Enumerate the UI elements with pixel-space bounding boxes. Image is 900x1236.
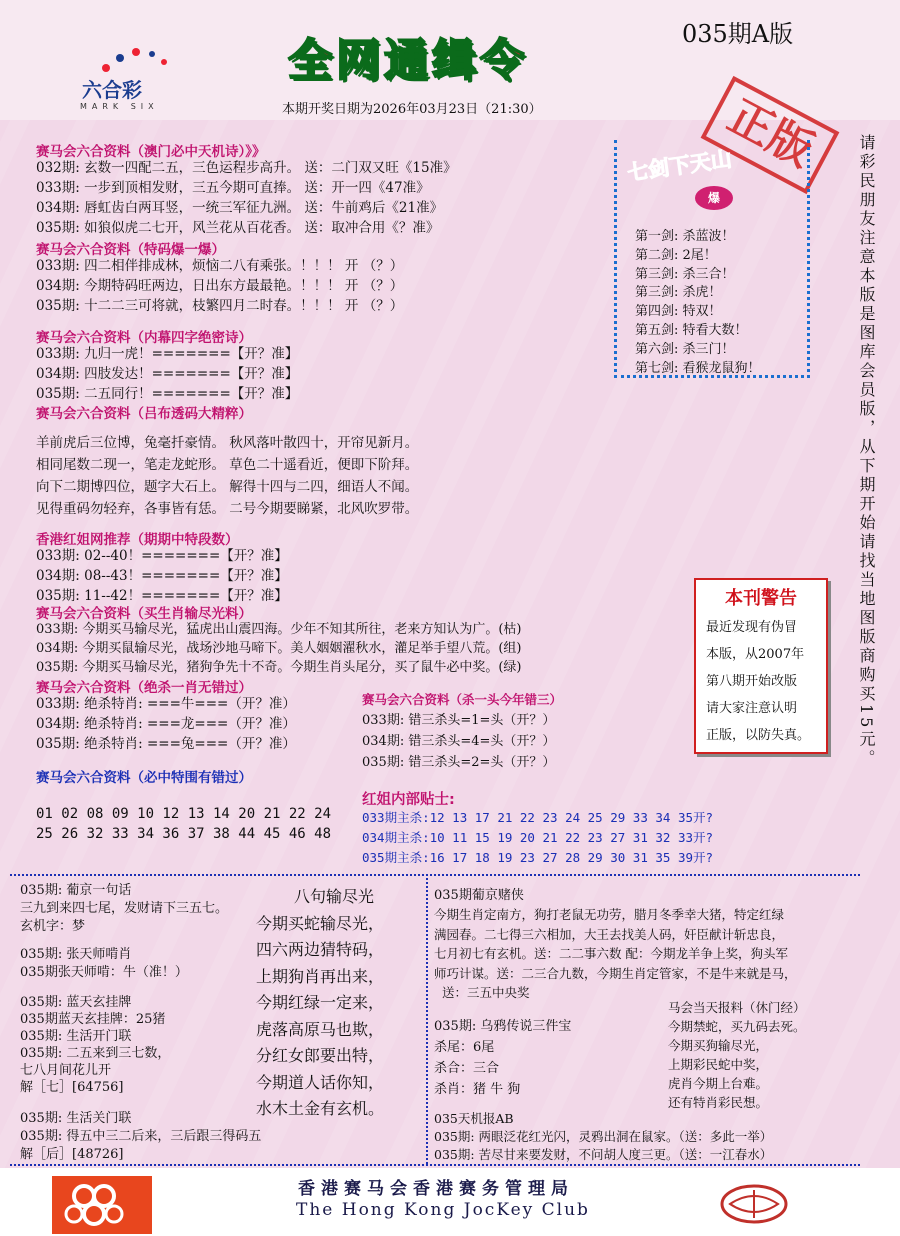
bottom-right-block4	[434, 1110, 772, 1164]
warning-line: 最近发现有伪冒	[706, 620, 798, 635]
sec6-line: 035期: 今期买马输尽光，猪狗争先十不奇。今期生肖头尾分，买了鼠牛必中奖。(绿)	[36, 660, 522, 675]
sec8-list	[362, 710, 555, 773]
warning-title: 本刊警告	[725, 588, 797, 609]
br3-line: 虎肖今期上台难。	[668, 1076, 769, 1091]
br1-title: 035期葡京赌侠	[434, 888, 524, 903]
sec6-list	[36, 620, 521, 677]
sec3-line: 035期: 二五同行！=======【开？准】	[36, 386, 299, 402]
sword-line: 第六剑: 杀三门！	[635, 341, 735, 357]
sec8-line: 035期: 错三杀头=2=头（开？）	[362, 755, 556, 770]
bottom-left-block2	[20, 946, 188, 982]
sec2-line: 033期: 四二相伴排成林，烦恼二八有乘张。！！！ 开 （？）	[36, 258, 404, 274]
sec9-row: 25 26 32 33 34 36 37 38 44 45 46 48	[36, 826, 332, 842]
poem-line: 水木土金有玄机。	[256, 1099, 385, 1118]
sec1-line: 032期: 玄数一四配二五，三色运程步高升。 送：二门双又旺《15准》	[36, 160, 457, 176]
seven-swords-box	[614, 140, 810, 378]
sec5-line: 034期: 08--43！=======【开？准】	[36, 568, 288, 584]
poem-block	[256, 884, 384, 1123]
side-notice: 请彩民朋友注意本版是图库会员版，从下期开始请找当地图版商购买15元。	[857, 134, 876, 769]
burst-badge	[695, 186, 733, 210]
poem-line: 今期买蛇输尽光，	[256, 913, 385, 933]
sec3-line: 034期: 四肢发达！=======【开？准】	[36, 366, 299, 382]
bottom-left-block3	[20, 994, 170, 1096]
bottom-right-block3	[668, 998, 806, 1112]
sword-line: 第三剑: 杀三合！	[635, 266, 735, 282]
br4-line: 035期: 苦尽甘来要发财，不问胡人度三更。（送：一江春水）	[434, 1147, 773, 1162]
sword-line: 第七剑: 看猴龙鼠狗！	[635, 360, 761, 376]
sword-line: 第四剑: 特双！	[635, 304, 722, 320]
footer	[0, 1168, 900, 1236]
bottom-mid-divider	[426, 878, 428, 1164]
bl2-line: 035期张天师啃：牛（准！）	[20, 965, 188, 980]
footer-en: The Hong Kong JocKey Club	[296, 1200, 590, 1220]
sec10-line: 033期主杀:12 13 17 21 22 23 24 25 29 33 34 35开?	[362, 810, 714, 825]
sec4-line: 向下二期博四位，题字大石上。 解得十四与二四，细语人不闻。	[36, 479, 419, 495]
sec10-list	[362, 808, 713, 868]
sec9-row: 01 02 08 09 10 12 13 14 20 21 22 24	[36, 806, 332, 822]
bl1-line: 035期: 葡京一句话	[20, 883, 132, 898]
sec3-title: 赛马会六合资料（内幕四字绝密诗）	[36, 330, 252, 346]
sec1-line: 034期: 唇虹齿白两耳竖，一统三军征九洲。 送：牛前鸡后《21准》	[36, 200, 444, 216]
mark-six-logo	[74, 44, 194, 116]
sec8-line: 033期: 错三杀头=1=头（开？）	[362, 713, 556, 728]
br3-line: 还有特肖彩民想。	[668, 1095, 769, 1110]
bottom-left-block1	[20, 882, 228, 936]
br4-line: 035期: 两眼泛花红光闪，灵鸦出洞在鼠家。（送：多此一举）	[434, 1129, 773, 1144]
sec7-line: 033期: 绝杀特肖: ===牛===（开？准）	[36, 696, 296, 712]
poem-title: 八句输尽光	[294, 887, 375, 906]
footer-cn: 香港赛马会香港赛务管理局	[298, 1179, 574, 1199]
burst-badge-text: 爆	[707, 191, 720, 205]
draw-date: 本期开奖日期为2026年03月23日（21:30）	[282, 102, 542, 117]
issue-label: 035期A版	[682, 20, 794, 48]
br3-title: 马会当天报料（休门经）	[668, 1000, 806, 1015]
page-title: 全网通缉令	[288, 35, 528, 86]
poem-line: 分红女郎要出特，	[256, 1046, 385, 1065]
br2-line: 杀肖：猪 牛 狗	[434, 1082, 521, 1097]
br1-line: 师巧计谋。送：二三合九数，今期生肖定管家，不是牛来就是马，	[434, 965, 797, 981]
br2-line: 杀尾：6尾	[434, 1040, 495, 1055]
sec8-line: 034期: 错三杀头=4=头（开？）	[362, 734, 556, 749]
warning-box	[694, 578, 828, 754]
sec2-list	[36, 256, 403, 316]
bottom-top-divider	[10, 874, 860, 876]
bl3-line: 解［七］[64756]	[20, 1080, 124, 1095]
logo-en: MARK SIX	[80, 102, 159, 111]
sec6-line: 033期: 今期买马输尽光，猛虎出山震四海。少年不知其所往，老来方知认为广。(枯)	[36, 622, 522, 637]
sword-line: 第一剑: 杀蓝波！	[635, 229, 735, 244]
sec2-title: 赛马会六合资料（特码爆一爆）	[36, 242, 225, 258]
br1-line: 送：三五中央奖	[442, 985, 530, 1000]
bl3-line: 035期: 二五来到三七数，	[20, 1046, 171, 1061]
sec5-line: 033期: 02--40！=======【开？准】	[36, 548, 288, 564]
logo-dots-icon	[94, 44, 174, 78]
warning-line: 本版，从2007年	[706, 647, 805, 662]
bl4-line: 035期: 生活关门联	[20, 1111, 132, 1126]
sec1-title: 赛马会六合资料（澳门必中天机诗）》》	[36, 144, 266, 160]
stamp-text: 正版	[719, 90, 822, 177]
br3-line: 今期买狗输尽光，	[668, 1038, 769, 1053]
sword-list	[635, 228, 761, 378]
bl1-line: 三九到来四七尾，发财请下三五七。	[20, 901, 229, 916]
sec1-list	[36, 158, 457, 238]
bl3-line: 035期: 蓝天玄挂牌	[20, 995, 132, 1010]
bl3-line: 七八月间花儿开	[20, 1063, 112, 1078]
poem-line: 上期狗肖再出来，	[256, 966, 385, 986]
sec2-line: 034期: 今期特码旺两边，日出东方最最艳。！！！ 开 （？）	[36, 278, 404, 294]
sec8-title: 赛马会六合资料（杀一头今年错三）	[362, 692, 563, 707]
sec10-line: 035期主杀:16 17 18 19 23 27 28 29 30 31 35 39开?	[362, 850, 714, 865]
bottom-left-block4	[20, 1110, 261, 1164]
bl3-line: 035期蓝天玄挂牌：25猪	[20, 1012, 166, 1027]
br4-line: 035天机报AB	[434, 1111, 514, 1126]
bottom-right-block2	[434, 1016, 571, 1100]
bl4-line: 解［后］[48726]	[20, 1147, 124, 1162]
sec5-title: 香港红姐网推荐（期期中特段数）	[36, 532, 239, 548]
sec4-line: 相同尾数二现一，笔走龙蛇形。 草色二十遥看近，便即下阶拜。	[36, 457, 419, 473]
bl1-line: 玄机字：梦	[20, 919, 86, 934]
sec1-line: 033期: 一步到顶相发财，三五今期可直捧。 送：开一四《47准》	[36, 180, 430, 196]
sec5-line: 035期: 11--42！=======【开？准】	[36, 588, 288, 604]
poem-line: 虎落高原马也欺，	[256, 1019, 385, 1039]
sec4-line: 羊前虎后三位博，兔毫扦豪情。 秋风落叶散四十，开帘见新月。	[36, 435, 419, 451]
jockey-club-right-logo	[716, 1182, 792, 1226]
logo-cn: 六合彩	[82, 78, 142, 102]
poem-line: 四六两边猜特码，	[256, 940, 385, 959]
sec10-line: 034期主杀:10 11 15 19 20 21 22 23 27 31 32 33开?	[362, 830, 714, 845]
sword-line: 第三剑: 杀虎！	[635, 285, 722, 301]
br2-line: 杀合：三合	[434, 1061, 500, 1076]
poem-line: 今期道人话你知，	[256, 1072, 385, 1092]
sec6-line: 034期: 今期买鼠输尽光，战场沙地马啼下。美人姻姻濯秋水，灌足举手望八荒。(组)	[36, 641, 522, 656]
bottom-end-divider	[10, 1164, 860, 1166]
jockey-club-left-logo	[52, 1176, 152, 1234]
sec7-list	[36, 694, 296, 754]
fish-emblem-icon	[716, 1182, 792, 1226]
sec7-title: 赛马会六合资料（绝杀一肖无错过）	[36, 680, 252, 696]
br1-line: 七月初七有玄机。送：二二事六数 配：今期龙羊争上奖，狗头军	[434, 946, 788, 961]
warning-line: 第八期开始改版	[706, 674, 798, 689]
sec3-list	[36, 344, 298, 404]
br1-line: 满园春。二七得三六相加，大王去找美人码，奸臣献计斩忠良，	[434, 926, 785, 942]
poem-line: 今期红绿一定来，	[256, 993, 385, 1012]
sec4-title: 赛马会六合资料（吕布透码大精粹）	[36, 406, 252, 422]
sword-line: 第二剑: 2尾！	[635, 247, 717, 263]
warning-line: 请大家注意认明	[706, 701, 798, 716]
sec4-line: 见得重码勿轻弃，各事皆有恁。 二号今期要睇紧，北风吹罗带。	[36, 501, 419, 517]
warning-list	[696, 610, 826, 749]
sec10-title: 红姐内部贴士:	[362, 792, 455, 808]
sec2-line: 035期: 十二二三可将就，枝繁四月二时春。！！！ 开 （？）	[36, 298, 404, 314]
bottom-right-block1	[434, 886, 797, 1003]
jockey-knot-icon	[52, 1176, 152, 1234]
sec4-list	[36, 432, 418, 520]
sec5-list	[36, 546, 288, 606]
br3-line: 上期彩民蛇中奖，	[668, 1057, 769, 1072]
sword-line: 第五剑: 特看大数！	[635, 322, 748, 338]
sec6-title: 赛马会六合资料（买生肖输尽光料）	[36, 606, 252, 622]
sec7-line: 034期: 绝杀特肖: ===龙===（开？准）	[36, 716, 296, 732]
seven-swords-title: 七剑下天山	[625, 146, 734, 186]
sec9-title: 赛马会六合资料（必中特围有错过）	[36, 770, 252, 786]
sec7-line: 035期: 绝杀特肖: ===兔===（开？准）	[36, 736, 296, 752]
sec3-line: 033期: 九归一虎！=======【开？准】	[36, 346, 299, 362]
bl4-line: 035期: 得五中三二后来，三后跟三得码五	[20, 1129, 262, 1144]
br1-line: 今期生肖定南方，狗打老鼠无功劳，腊月冬季幸大猪，特定红绿	[434, 907, 785, 922]
bl2-line: 035期: 张天师啃肖	[20, 947, 132, 962]
br2-line: 035期: 乌鸦传说三件宝	[434, 1019, 572, 1034]
bl3-line: 035期: 生活开门联	[20, 1029, 132, 1044]
sec9-numbers	[36, 804, 331, 844]
br3-line: 今期禁蛇，买九码去死。	[668, 1019, 806, 1034]
sec1-line: 035期: 如狼似虎二七开，风兰花从百花香。 送：取冲合用《？准》	[36, 220, 440, 236]
warning-line: 正版，以防失真。	[706, 728, 811, 743]
